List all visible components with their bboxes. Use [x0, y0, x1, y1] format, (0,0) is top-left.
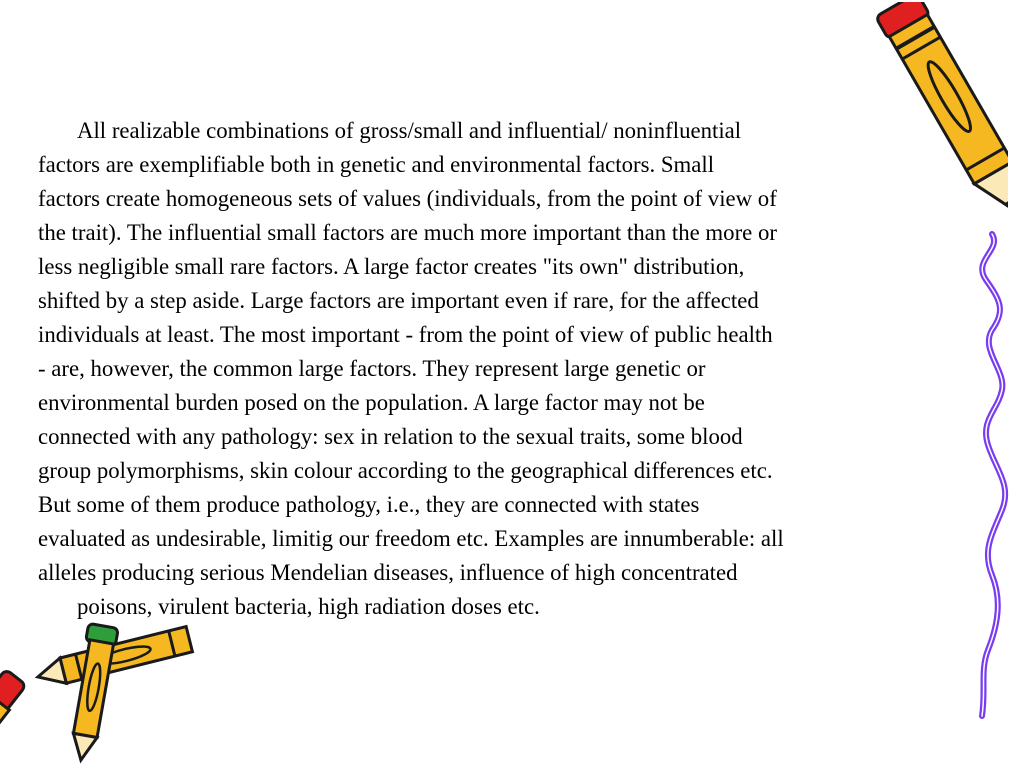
paragraph-line: alleles producing serious Mendelian diseases, influence of high concentrated: [38, 560, 738, 585]
paragraph-line: less negligible small rare factors. A large factor creates "its own" distribution,: [38, 254, 745, 279]
paragraph-line: But some of them produce pathology, i.e., they are connected with states: [38, 492, 700, 517]
paragraph-line: factors are exemplifiable both in genetic and environmental factors. Small: [38, 152, 715, 177]
paragraph-line: group polymorphisms, skin colour according to the geographical differences etc.: [38, 458, 773, 483]
pencil-clipart-icon: [858, 2, 1008, 252]
squiggle-line: [962, 230, 1024, 720]
paragraph-line: connected with any pathology: sex in relation to the sexual traits, some blood: [38, 424, 743, 449]
paragraph-line: factors create homogeneous sets of values (individuals, from the point of view of: [38, 186, 777, 211]
paragraph-line: poisons, virulent bacteria, high radiation doses etc.: [77, 594, 540, 619]
crossed-pencils-clipart-icon: [0, 618, 210, 768]
paragraph-line: environmental burden posed on the population. A large factor may not be: [38, 390, 705, 415]
paragraph-line: All realizable combinations of gross/small and influential/ noninfluential: [77, 118, 742, 143]
paragraph-line: evaluated as undesirable, limitig our freedom etc. Examples are innumberable: all: [38, 526, 784, 551]
paragraph-line: individuals at least. The most important - from the point of view of public health: [38, 322, 773, 347]
paragraph-line: the trait). The influential small factors are much more important than the more or: [38, 220, 777, 245]
body-paragraph: [38, 114, 973, 624]
paragraph-line: - are, however, the common large factors. They represent large genetic or: [38, 356, 706, 381]
paragraph-line: shifted by a step aside. Large factors are important even if rare, for the affected: [38, 288, 759, 313]
